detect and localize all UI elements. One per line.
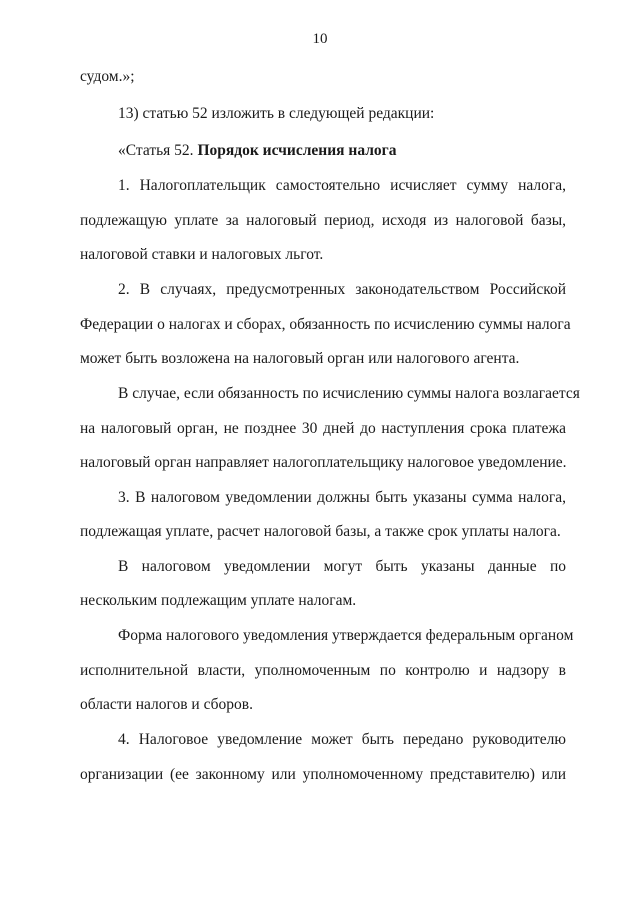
page-number: 10 — [312, 31, 328, 47]
text-line: 4. Налоговое уведомление может быть передано руководителю — [118, 731, 566, 748]
text-line: исполнительной власти, уполномоченным по контролю и надзору в — [80, 662, 566, 679]
text-line: судом.»; — [80, 68, 135, 85]
text-line: 3. В налоговом уведомлении должны быть указаны сумма налога, — [118, 489, 566, 506]
text-line: может быть возложена на налоговый орган или налогового агента. — [80, 350, 520, 367]
text-line: подлежащую уплате за налоговый период, исходя из налоговой базы, — [80, 212, 566, 229]
text-line: организации (ее законному или уполномоченному представителю) или — [80, 766, 566, 783]
text-line: подлежащая уплате, расчет налоговой базы, а также срок уплаты налога. — [80, 523, 561, 540]
amendment-instruction: 13) статью 52 изложить в следующей редакции: — [118, 105, 435, 122]
text-line: Федерации о налогах и сборах, обязанность по исчислению суммы налога — [80, 316, 571, 333]
text-line: 2. В случаях, предусмотренных законодательством Российской — [118, 281, 566, 298]
article-title: Порядок исчисления налога — [197, 142, 397, 159]
article-heading — [118, 141, 396, 161]
text-line: В случае, если обязанность по исчислению суммы налога возлагается — [118, 385, 580, 402]
text-line: нескольким подлежащим уплате налогам. — [80, 592, 357, 609]
text-line: Форма налогового уведомления утверждается федеральным органом — [118, 627, 574, 644]
text-line: 1. Налогоплательщик самостоятельно исчисляет сумму налога, — [118, 177, 566, 194]
text-line: области налогов и сборов. — [80, 696, 253, 713]
text-line: В налоговом уведомлении могут быть указаны данные по — [118, 558, 566, 575]
text-line: на налоговый орган, не позднее 30 дней до наступления срока платежа — [80, 420, 566, 437]
text-line: налоговый орган направляет налогоплательщику налоговое уведомление. — [80, 454, 567, 471]
article-number: «Статья 52. — [118, 142, 198, 159]
text-line: налоговой ставки и налоговых льгот. — [80, 246, 324, 263]
